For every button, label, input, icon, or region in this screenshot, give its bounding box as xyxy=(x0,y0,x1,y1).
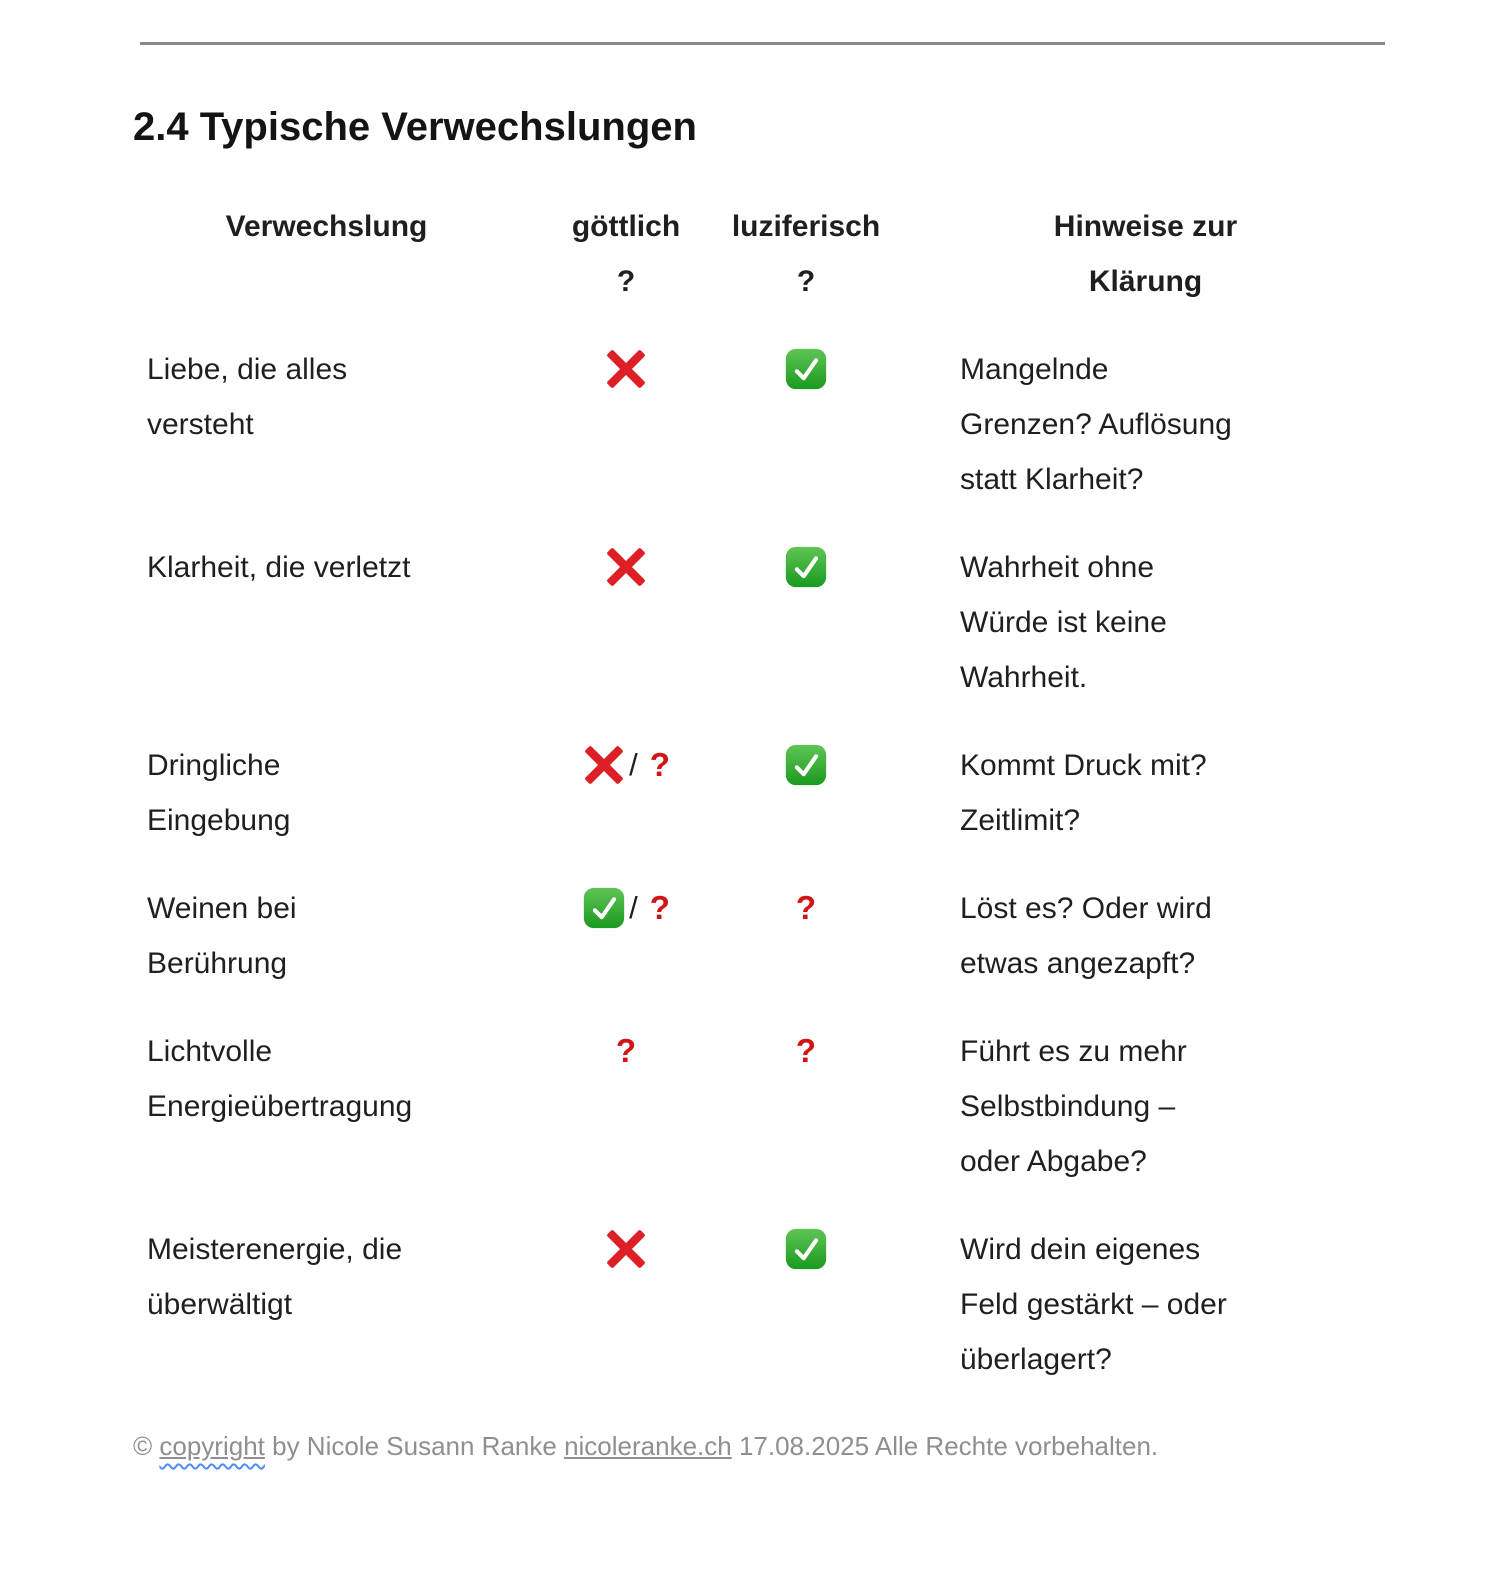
hinweis-cell: Löst es? Oder wird etwas angezapft? xyxy=(960,892,1212,980)
goettlich-cell xyxy=(546,1024,706,1189)
col-header-luziferisch xyxy=(706,199,906,309)
check-mark-button-icon xyxy=(582,886,626,930)
copyright-symbol: © xyxy=(133,1431,160,1461)
goettlich-cell xyxy=(546,342,706,507)
check-mark-button-icon xyxy=(784,347,828,391)
col-header-label: Verwechslung xyxy=(225,210,428,243)
hinweis-cell: Wahrheit ohne Würde ist keine Wahrheit. xyxy=(960,551,1167,694)
check-mark-button-icon xyxy=(784,1227,828,1271)
footer-date-rights: 17.08.2025 Alle Rechte vorbehalten. xyxy=(731,1431,1159,1461)
goettlich-cell xyxy=(546,881,706,991)
question-mark: ? xyxy=(795,889,817,926)
col-header-label: Klärung xyxy=(1088,265,1203,298)
document-page xyxy=(0,42,1502,1463)
footer-byline: by Nicole Susann Ranke xyxy=(264,1431,565,1461)
slash-separator: / xyxy=(629,747,638,782)
verwechslung-cell: Meisterenergie, die überwältigt xyxy=(147,1233,403,1321)
question-mark: ? xyxy=(649,889,670,926)
hinweis-cell: Führt es zu mehr Selbstbindung – oder Abgabe? xyxy=(960,1035,1187,1178)
luziferisch-cell xyxy=(706,738,906,848)
hinweis-cell: Kommt Druck mit? Zeitlimit? xyxy=(960,749,1207,837)
luziferisch-cell xyxy=(706,1222,906,1387)
copyright-word-spellcheck: copyright xyxy=(159,1431,265,1461)
luziferisch-cell xyxy=(706,540,906,705)
luziferisch-cell xyxy=(706,342,906,507)
confusion-table xyxy=(133,199,1385,1387)
col-header-label: göttlich xyxy=(571,210,681,243)
website-link[interactable]: nicoleranke.ch xyxy=(564,1431,732,1461)
verwechslung-cell: Weinen bei Berührung xyxy=(147,892,297,980)
cross-mark-icon xyxy=(604,347,648,391)
verwechslung-cell: Dringliche Eingebung xyxy=(147,749,291,837)
check-mark-button-icon xyxy=(784,545,828,589)
question-mark: ? xyxy=(795,1032,817,1069)
check-mark-button-icon xyxy=(784,743,828,787)
slash-separator: / xyxy=(629,890,638,925)
col-header-goettlich xyxy=(546,199,706,309)
col-header-label: ? xyxy=(616,265,636,298)
goettlich-cell xyxy=(546,1222,706,1387)
top-divider xyxy=(140,42,1385,45)
question-mark: ? xyxy=(615,1032,637,1069)
footer-copyright-line xyxy=(133,1429,1385,1463)
cross-mark-icon xyxy=(604,1227,648,1271)
col-header-label: ? xyxy=(796,265,816,298)
verwechslung-cell: Liebe, die alles versteht xyxy=(147,353,348,441)
copyright-word-underline xyxy=(159,1431,265,1461)
col-header-label: luziferisch xyxy=(731,210,881,243)
cross-mark-icon xyxy=(604,545,648,589)
hinweis-cell: Wird dein eigenes Feld gestärkt – oder überlagert? xyxy=(960,1233,1227,1376)
goettlich-cell xyxy=(546,738,706,848)
hinweis-cell: Mangelnde Grenzen? Auflösung statt Klarheit? xyxy=(960,353,1232,496)
section-title: 2.4 Typische Verwechslungen xyxy=(133,105,697,149)
verwechslung-cell: Klarheit, die verletzt xyxy=(147,551,411,584)
luziferisch-cell xyxy=(706,1024,906,1189)
cross-mark-icon xyxy=(582,743,626,787)
col-header-label: Hinweise zur xyxy=(1053,210,1238,243)
goettlich-cell xyxy=(546,540,706,705)
col-header-hinweise xyxy=(906,199,1385,309)
verwechslung-cell: Lichtvolle Energieübertragung xyxy=(147,1035,413,1123)
luziferisch-cell xyxy=(706,881,906,991)
col-header-verwechslung xyxy=(133,199,546,309)
question-mark: ? xyxy=(649,746,670,783)
